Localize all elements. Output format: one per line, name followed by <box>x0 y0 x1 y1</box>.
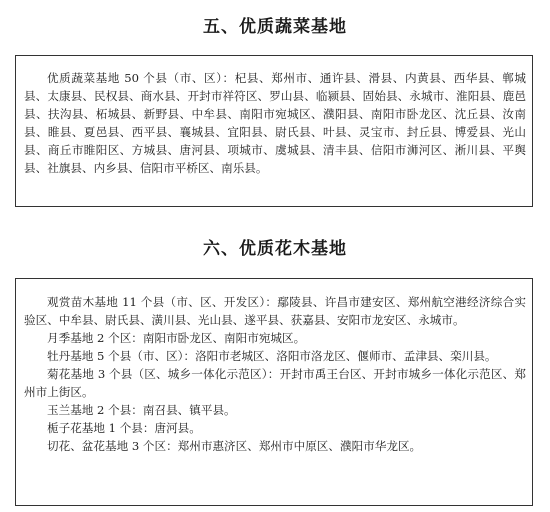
section-title-flower-base: 六、优质花木基地 <box>203 239 347 259</box>
flower-base-box <box>15 278 533 506</box>
chrysanthemum-base-text: 菊花基地 3 个县（区、城乡一体化示范区）：开封市禹王台区、开封市城乡一体化示范区、郑州市上街区。 <box>24 367 526 399</box>
magnolia-base-text: 玉兰基地 2 个县：南召县、镇平县。 <box>47 403 236 417</box>
vegetable-base-text: 优质蔬菜基地 50 个县（市、区）：杞县、郑州市、通许县、滑县、内黄县、西华县、郸城县、太康县、民权县、商水县、开封市祥符区、罗山县、临颍县、固始县、永城市、淮阳县、鹿邑县、扶沟县、柘城县、新野县、中牟县、南阳市宛城区、濮阳县、南阳市卧龙区、沈丘县、汝南县、睢县、夏邑县、西平县、襄城县、宜阳县、尉氏县、叶县、灵宝市、封丘县、博爱县、光山县、商丘市睢阳区、方城县、唐河县、项城市、虞城县、清丰县、信阳市浉河区、淅川县、平舆县、社旗县、内乡县、信阳市平桥区、南乐县。 <box>24 71 526 175</box>
gardenia-base-text: 栀子花基地 1 个县：唐河县。 <box>47 421 201 435</box>
peony-base-text: 牡丹基地 5 个县（市、区）：洛阳市老城区、洛阳市洛龙区、偃师市、孟津县、栾川县。 <box>47 349 497 363</box>
section-title-vegetable-base: 五、优质蔬菜基地 <box>203 17 347 37</box>
cut-potted-flower-base-text: 切花、盆花基地 3 个区：郑州市惠济区、郑州市中原区、濮阳市华龙区。 <box>47 439 422 453</box>
ornamental-seedling-base-text: 观赏苗木基地 11 个县（市、区、开发区）：鄢陵县、许昌市建安区、郑州航空港经济综合实验区、中牟县、尉氏县、潢川县、光山县、遂平县、获嘉县、安阳市龙安区、永城市。 <box>24 295 526 327</box>
rose-base-text: 月季基地 2 个区：南阳市卧龙区、南阳市宛城区。 <box>47 331 306 345</box>
vegetable-base-box <box>15 55 533 207</box>
